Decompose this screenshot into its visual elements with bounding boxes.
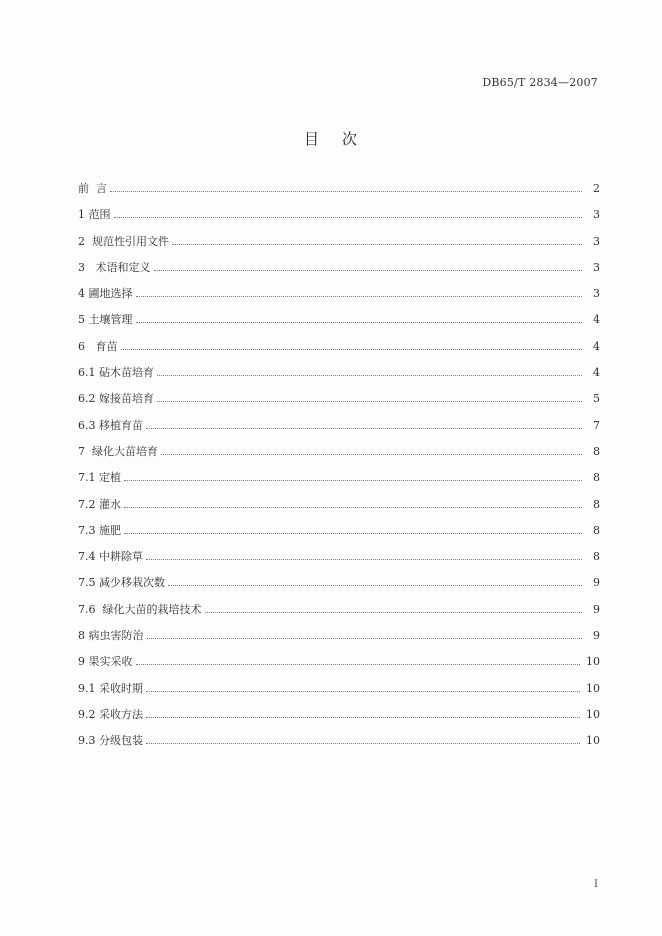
toc-leader bbox=[157, 374, 582, 376]
toc-entry[interactable] bbox=[78, 443, 600, 469]
toc-leader bbox=[121, 348, 583, 350]
toc-entry[interactable] bbox=[78, 180, 600, 206]
toc-entry[interactable] bbox=[78, 338, 600, 364]
toc-entry[interactable] bbox=[78, 311, 600, 337]
toc-entry-page: 3 bbox=[593, 234, 600, 248]
toc-entry-label: 8 病虫害防治 bbox=[78, 629, 144, 643]
toc-entry[interactable] bbox=[78, 574, 600, 600]
toc-entry-page: 10 bbox=[586, 707, 600, 721]
toc-entry-label: 6.3 移植育苗 bbox=[78, 418, 143, 432]
toc-entry-label: 4 圃地选择 bbox=[78, 287, 133, 301]
toc-leader bbox=[172, 243, 582, 245]
toc-entry[interactable] bbox=[78, 627, 600, 653]
toc-entry-label: 5 土壤管理 bbox=[78, 313, 133, 327]
toc-leader bbox=[146, 716, 580, 718]
page-number: I bbox=[594, 879, 598, 890]
toc-entry-label: 前 言 bbox=[78, 182, 107, 195]
toc-entry-label: 7 绿化大苗培育 bbox=[78, 444, 158, 458]
toc-leader bbox=[124, 532, 582, 534]
toc-entry[interactable] bbox=[78, 233, 600, 259]
toc-entry-label: 9.1 采收时期 bbox=[78, 681, 143, 695]
toc-entry-label: 7.4 中耕除草 bbox=[78, 550, 143, 564]
toc-entry[interactable] bbox=[78, 680, 600, 706]
toc-entry-page: 4 bbox=[593, 366, 600, 380]
toc-entry[interactable] bbox=[78, 732, 600, 758]
toc-entry[interactable] bbox=[78, 364, 600, 390]
toc-entry-page: 3 bbox=[593, 287, 600, 301]
toc-leader bbox=[136, 295, 583, 297]
toc-entry-page: 8 bbox=[593, 497, 600, 511]
toc-entry[interactable] bbox=[78, 548, 600, 574]
toc-entry-page: 8 bbox=[593, 550, 600, 564]
toc-entry-page: 4 bbox=[593, 313, 600, 327]
toc-leader bbox=[114, 216, 583, 218]
toc-title-part1: 目 bbox=[303, 130, 320, 148]
toc-entry-label: 7.1 定植 bbox=[78, 471, 121, 485]
toc-leader bbox=[146, 690, 580, 692]
toc-entry-label: 6 育苗 bbox=[78, 339, 118, 353]
toc-entry-page: 3 bbox=[593, 260, 600, 274]
toc-leader bbox=[124, 506, 582, 508]
toc-entry-label: 1 范围 bbox=[78, 208, 111, 222]
toc-leader bbox=[110, 190, 582, 192]
toc-entry-label: 6.1 砧木苗培育 bbox=[78, 366, 154, 380]
toc-leader bbox=[136, 663, 581, 665]
toc-leader bbox=[147, 637, 583, 639]
toc-leader bbox=[124, 479, 582, 481]
toc-entry[interactable] bbox=[78, 285, 600, 311]
toc-entry-page: 3 bbox=[593, 208, 600, 222]
toc-entry[interactable] bbox=[78, 522, 600, 548]
toc-leader bbox=[146, 427, 582, 429]
toc-leader bbox=[154, 269, 583, 271]
toc-entry[interactable] bbox=[78, 706, 600, 732]
toc-title bbox=[0, 128, 662, 149]
toc-entry-label: 7.3 施肥 bbox=[78, 523, 121, 537]
toc-entry-label: 6.2 嫁接苗培育 bbox=[78, 392, 154, 406]
toc-entry-page: 10 bbox=[586, 655, 600, 669]
toc-leader bbox=[146, 558, 582, 560]
toc-entry[interactable] bbox=[78, 259, 600, 285]
toc-entry-page: 8 bbox=[593, 471, 600, 485]
toc-entry-label: 7.2 灌水 bbox=[78, 497, 121, 511]
toc-entry-label: 3 术语和定义 bbox=[78, 260, 151, 274]
toc-entry-page: 10 bbox=[586, 681, 600, 695]
toc-entry-page: 8 bbox=[593, 523, 600, 537]
toc-list bbox=[78, 180, 600, 759]
toc-leader bbox=[136, 321, 583, 323]
toc-entry[interactable] bbox=[78, 469, 600, 495]
toc-entry-label: 9.3 分级包装 bbox=[78, 734, 143, 748]
toc-entry-label: 7.5 减少移栽次数 bbox=[78, 576, 165, 590]
toc-entry[interactable] bbox=[78, 496, 600, 522]
toc-entry-page: 5 bbox=[593, 392, 600, 406]
document-code: DB65/T 2834—2007 bbox=[482, 76, 598, 89]
toc-entry[interactable] bbox=[78, 601, 600, 627]
toc-entry-label: 7.6 绿化大苗的栽培技术 bbox=[78, 602, 202, 616]
toc-entry-page: 9 bbox=[593, 576, 600, 590]
toc-entry[interactable] bbox=[78, 390, 600, 416]
toc-entry-label: 9.2 采收方法 bbox=[78, 707, 143, 721]
toc-entry-page: 2 bbox=[593, 182, 600, 195]
toc-leader bbox=[161, 453, 582, 455]
toc-entry[interactable] bbox=[78, 417, 600, 443]
toc-entry[interactable] bbox=[78, 653, 600, 679]
toc-entry-page: 10 bbox=[586, 734, 600, 748]
toc-entry-page: 9 bbox=[593, 602, 600, 616]
toc-entry-page: 7 bbox=[593, 418, 600, 432]
toc-entry-page: 4 bbox=[593, 339, 600, 353]
toc-leader bbox=[157, 400, 582, 402]
toc-entry-page: 8 bbox=[593, 444, 600, 458]
toc-leader bbox=[205, 611, 583, 613]
toc-leader bbox=[146, 742, 580, 744]
toc-entry-label: 9 果实采收 bbox=[78, 655, 133, 669]
toc-entry-page: 9 bbox=[593, 629, 600, 643]
toc-entry[interactable] bbox=[78, 206, 600, 232]
toc-title-part2: 次 bbox=[342, 130, 359, 148]
toc-entry-label: 2 规范性引用文件 bbox=[78, 234, 169, 248]
toc-leader bbox=[168, 584, 582, 586]
